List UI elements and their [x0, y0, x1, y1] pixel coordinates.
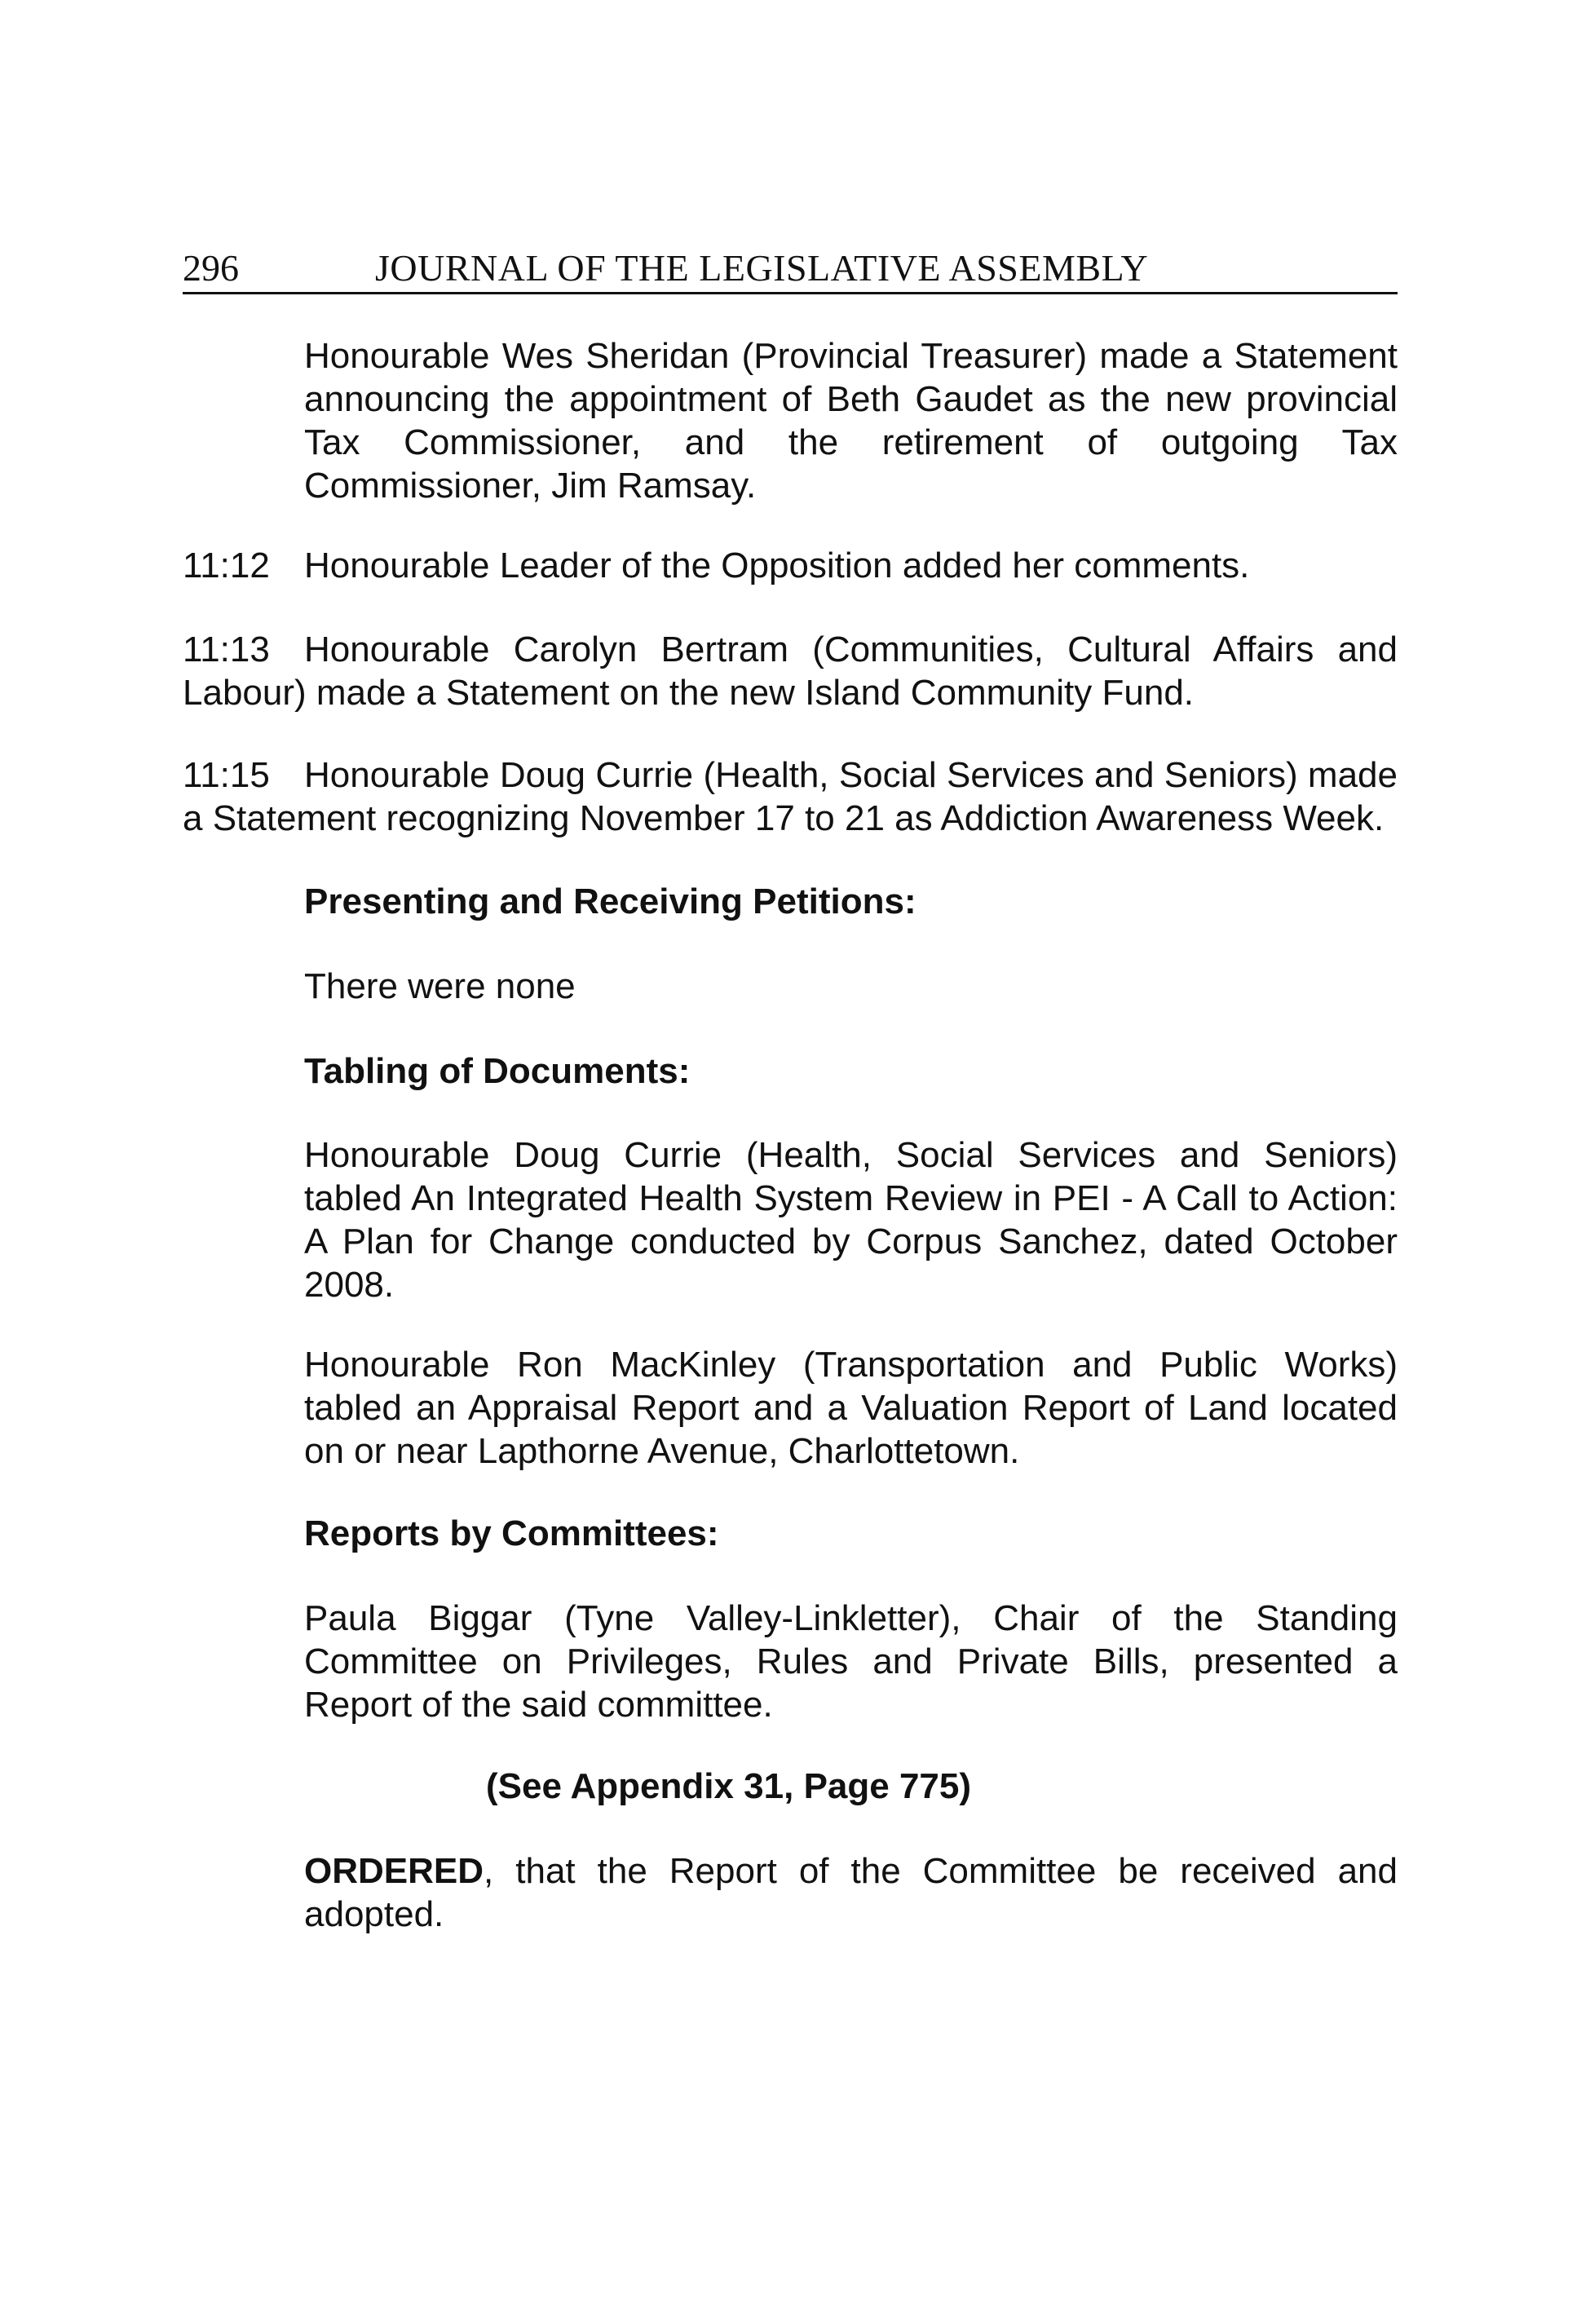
petitions-text: There were none — [304, 966, 576, 1006]
entry-text: Honourable Doug Currie (Health, Social Services and Seniors) made a Statement recognizing November 17 to 21 as Addiction Awareness Week. — [183, 755, 1398, 838]
entry-1115 — [183, 753, 1398, 840]
page-number: 296 — [183, 247, 239, 289]
journal-title: JOURNAL OF THE LEGISLATIVE ASSEMBLY — [375, 247, 1149, 289]
entry-time: 11:15 — [183, 755, 270, 795]
running-header — [183, 245, 1398, 294]
statement-sheridan: Honourable Wes Sheridan (Provincial Treasurer) made a Statement announcing the appointment of Beth Gaudet as the new provincial Tax Commissioner, and the retirement of outgoing Tax Commissioner, Jim Ramsay. — [304, 336, 1398, 506]
committees-heading: Reports by Committees: — [304, 1513, 719, 1553]
tabled-document-mackinley: Honourable Ron MacKinley (Transportation and Public Works) tabled an Appraisal Report and a Valuation Report of Land located on or near Lapthorne Avenue, Charlottetown. — [304, 1345, 1398, 1471]
appendix-reference: (See Appendix 31, Page 775) — [485, 1766, 972, 1806]
committee-report-text: Paula Biggar (Tyne Valley-Linkletter), Chair of the Standing Committee on Privileges, Rules and Private Bills, presented a Report of the said committee. — [304, 1598, 1398, 1725]
ordered-paragraph — [304, 1849, 1398, 1936]
entry-text: Honourable Carolyn Bertram (Communities, Cultural Affairs and Labour) made a Statement on the new Island Community Fund. — [183, 630, 1398, 713]
entry-1112 — [183, 544, 1398, 587]
tabled-document-currie: Honourable Doug Currie (Health, Social Services and Seniors) tabled An Integrated Health System Review in PEI - A Call to Action: A Plan for Change conducted by Corpus Sanchez, dated October 2008. — [304, 1135, 1398, 1305]
ordered-text: , that the Report of the Committee be received and adopted. — [304, 1851, 1398, 1934]
entry-1113 — [183, 628, 1398, 714]
entry-time: 11:12 — [183, 546, 270, 585]
entry-text: Honourable Leader of the Opposition added her comments. — [304, 546, 1250, 585]
ordered-label: ORDERED — [304, 1851, 484, 1891]
entry-time: 11:13 — [183, 630, 270, 669]
documents-heading: Tabling of Documents: — [304, 1051, 691, 1091]
petitions-heading: Presenting and Receiving Petitions: — [304, 881, 916, 921]
